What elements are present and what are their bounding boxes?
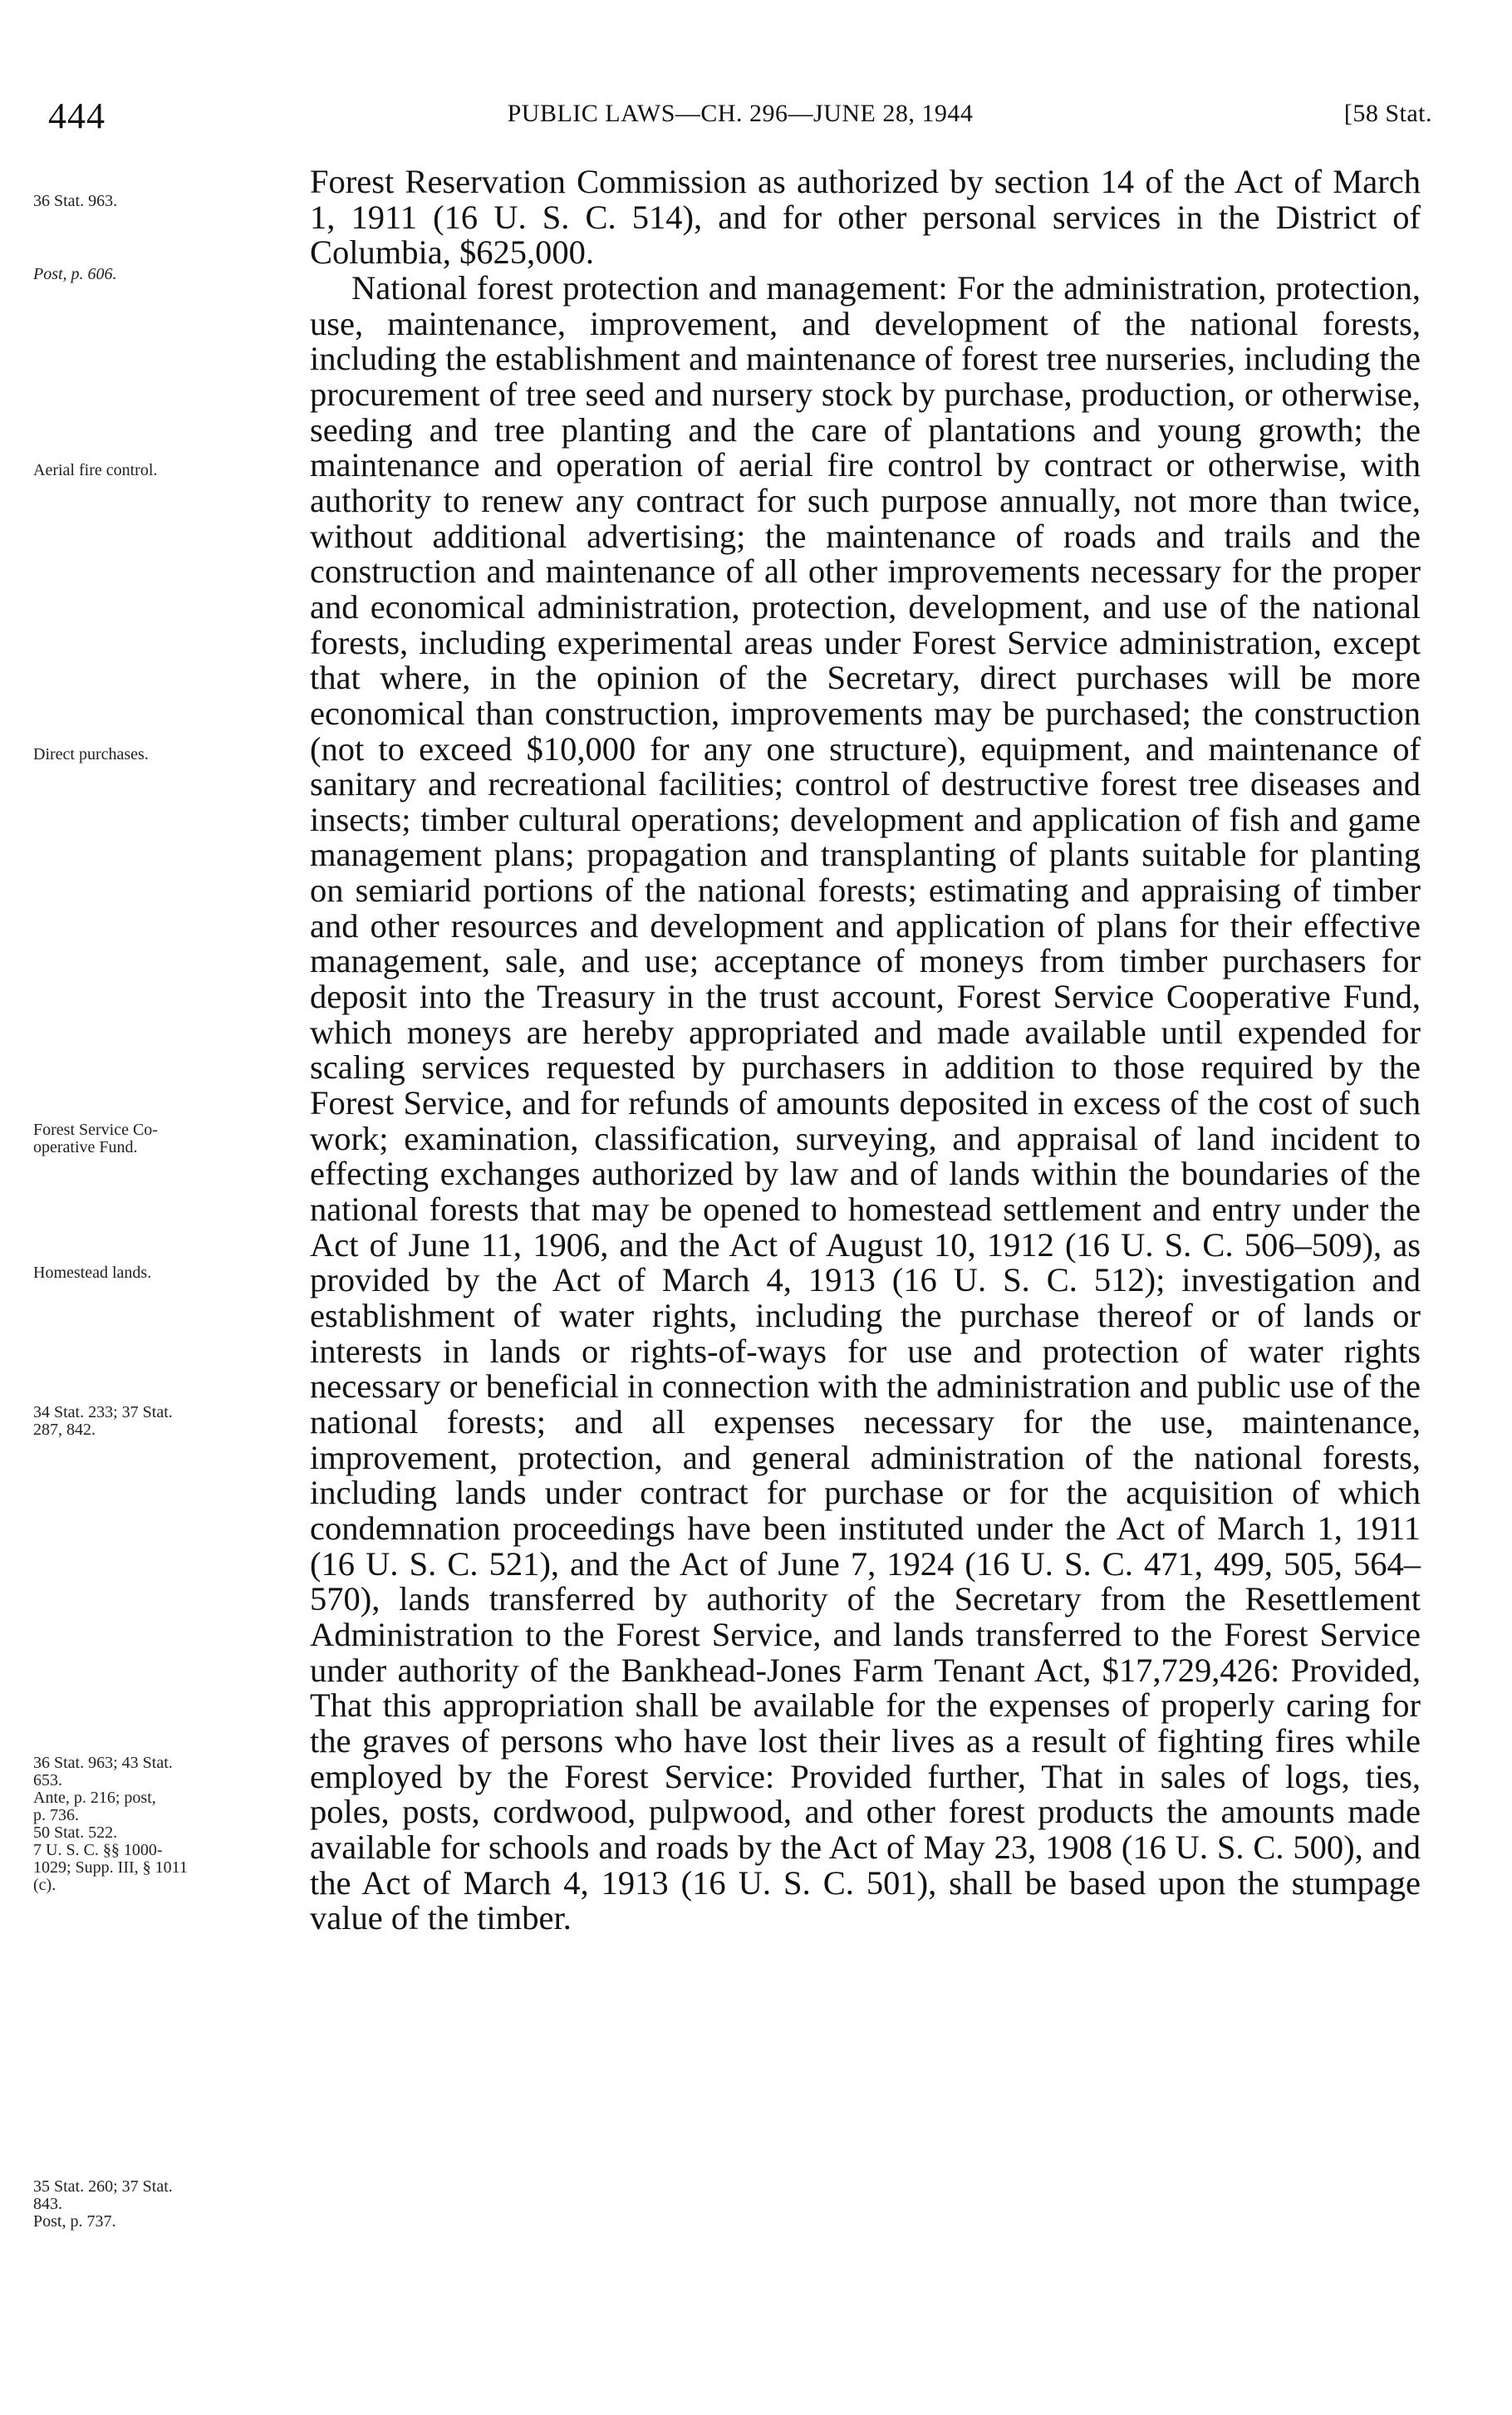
margin-note: 34 Stat. 233; 37 Stat. 287, 842.: [33, 1403, 173, 1439]
margin-note: Forest Service Co- operative Fund.: [33, 1121, 158, 1156]
margin-note: Aerial fire control.: [33, 461, 158, 479]
running-title: PUBLIC LAWS—CH. 296—JUNE 28, 1944: [507, 100, 974, 127]
margin-note: Homestead lands.: [33, 1264, 152, 1282]
running-header: [48, 95, 1432, 141]
margin-note: Post, p. 606.: [33, 265, 117, 283]
paragraph: Forest Reservation Commission as authorized by section 14 of the Act of March 1, 1911 (16 U. S. C. 514), and for other personal services in the District of Columbia, $625,000.: [310, 163, 1421, 272]
margin-note: 36 Stat. 963; 43 Stat. 653. Ante, p. 216; post, p. 736. 50 Stat. 522. 7 U. S. C. §§ 1000- 1029; Supp. III, § 1011 (c).: [33, 1754, 188, 1894]
margin-note: 35 Stat. 260; 37 Stat. 843. Post, p. 737.: [33, 2177, 173, 2231]
margin-note: 36 Stat. 963.: [33, 192, 118, 210]
margin-note: Direct purchases.: [33, 745, 149, 763]
paragraph: National forest protection and management: For the administration, protection, use, maintenance, improvement, and development of the national forests, including the establishment and maintenance of forest tree nurseries, including the procurement of tree seed and nursery stock by purchase, production, or otherwise, seeding and tree planting and the care of plantations and young growth; the maintenance and operation of aerial fire control by contract or otherwise, with authority to renew any contract for such purpose annually, not more than twice, without additional advertising; the maintenance of roads and trails and the construction and maintenance of all other improvements necessary for the proper and economical administration, protection, development, and use of the national forests, including experimental areas under Forest Service administration, except that where, in the opinion of the Secretary, direct purchases will be more economical than construction, improvements may be purchased; the construction (not to exceed $10,000 for any one structure), equipment, and maintenance of sanitary and recreational facilities; control of destructive forest tree diseases and insects; timber cultural operations; development and application of fish and game management plans; propagation and transplanting of plants suitable for planting on semiarid portions of the national forests; estimating and appraising of timber and other resources and development and application of plans for their effective management, sale, and use; acceptance of moneys from timber purchasers for deposit into the Treasury in the trust account, Forest Service Cooperative Fund, which moneys are hereby appropriated and made available until expended for scaling services requested by purchasers in addition to those required by the Forest Service, and for refunds of amounts deposited in excess of the cost of such work; examination, classification, surveying, and appraisal of land incident to effecting exchanges authorized by law and of lands within the boundaries of the national forests that may be opened to homestead settlement and entry under the Act of June 11, 1906, and the Act of August 10, 1912 (16 U. S. C. 506–509), as provided by the Act of March 4, 1913 (16 U. S. C. 512); investigation and establishment of water rights, including the purchase thereof or of lands or interests in lands or rights-of-ways for use and protection of water rights necessary or beneficial in connection with the administration and public use of the national forests; and all expenses necessary for the use, maintenance, improvement, protection, and general administration of the national forests, including lands under contract for purchase or for the acquisition of which condemnation proceedings have been instituted under the Act of March 1, 1911 (16 U. S. C. 521), and the Act of June 7, 1924 (16 U. S. C. 471, 499, 505, 564–570), lands transferred by authority of the Secretary from the Resettlement Administration to the Forest Service, and lands transferred to the Forest Service under authority of the Bankhead-Jones Farm Tenant Act, $17,729,426: Provided, That this appropriation shall be available for the expenses of properly caring for the graves of persons who have lost their lives as a result of fighting fires while employed by the Forest Service: Provided further, That in sales of logs, ties, poles, posts, cordwood, pulpwood, and other forest products the amounts made available for schools and roads by the Act of May 23, 1908 (16 U. S. C. 500), and the Act of March 4, 1913 (16 U. S. C. 501), shall be based upon the stumpage value of the timber.: [310, 268, 1421, 1937]
page-number: 444: [48, 96, 106, 136]
statute-text: [310, 164, 1421, 1936]
stat-reference: [58 Stat.: [1343, 100, 1432, 127]
